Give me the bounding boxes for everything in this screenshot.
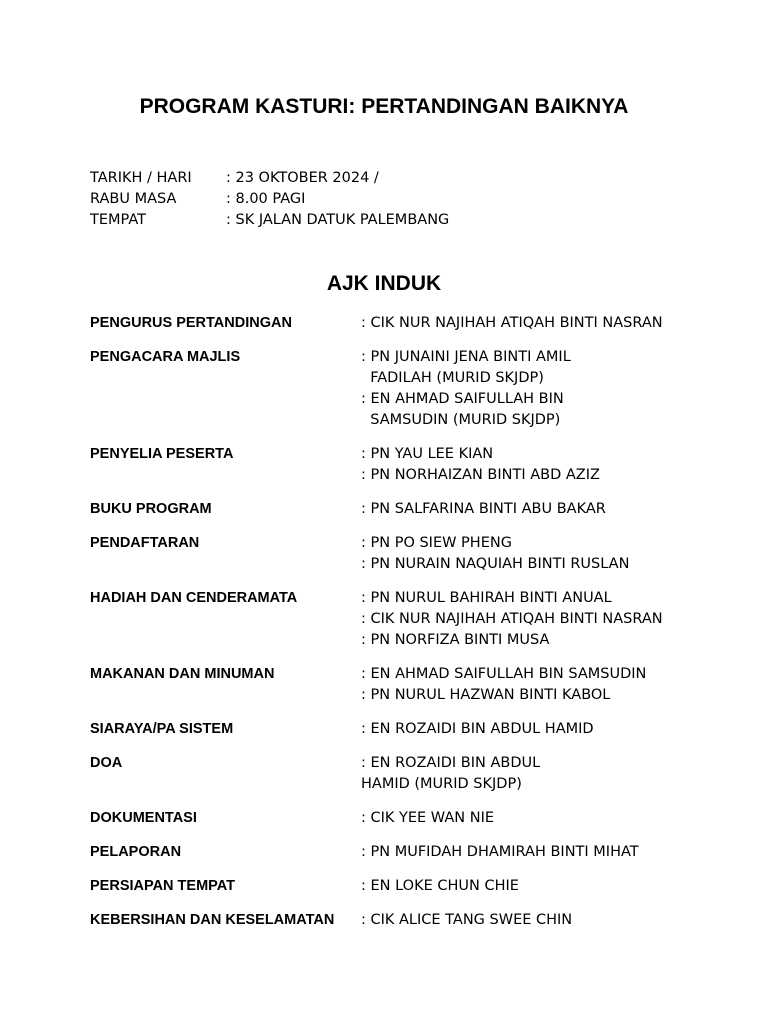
committee-role: PENYELIA PESERTA: [90, 446, 234, 462]
committee-member: : PN NURAIN NAQUIAH BINTI RUSLAN: [361, 556, 630, 572]
committee-member: SAMSUDIN (MURID SKJDP): [361, 412, 561, 428]
committee-row: [90, 444, 710, 486]
committee-members: [361, 719, 710, 740]
committee-role: KEBERSIHAN DAN KESELAMATAN: [90, 912, 335, 928]
section-title: AJK INDUK: [326, 272, 442, 295]
committee-role: PERSIAPAN TEMPAT: [90, 878, 236, 894]
committee-row: [90, 347, 710, 431]
committee-members: [361, 499, 710, 520]
committee-member: HAMID (MURID SKJDP): [361, 776, 522, 792]
committee-row: [90, 876, 710, 897]
committee-role: MAKANAN DAN MINUMAN: [90, 666, 275, 682]
committee-role: DOA: [90, 755, 123, 771]
committee-member: FADILAH (MURID SKJDP): [361, 370, 544, 386]
info-label: TARIKH / HARI: [90, 170, 192, 186]
info-value: : SK JALAN DATUK PALEMBANG: [226, 211, 450, 228]
document-title: PROGRAM KASTURI: PERTANDINGAN BAIKNYA: [139, 95, 629, 118]
committee-member: : PN MUFIDAH DHAMIRAH BINTI MIHAT: [361, 844, 639, 860]
info-label: TEMPAT: [90, 211, 146, 228]
committee-row: [90, 910, 710, 931]
committee-members: [361, 808, 710, 829]
committee-member: : EN AHMAD SAIFULLAH BIN: [361, 391, 564, 407]
committee-member: : PN NORFIZA BINTI MUSA: [361, 632, 550, 648]
committee-member: : CIK ALICE TANG SWEE CHIN: [361, 912, 573, 928]
info-value: : 8.00 PAGI: [226, 190, 306, 207]
committee-role: PENGURUS PERTANDINGAN: [90, 315, 292, 331]
committee-row: [90, 588, 710, 651]
committee-members: [361, 876, 710, 897]
committee-member: : PN YAU LEE KIAN: [361, 446, 494, 462]
committee-role: DOKUMENTASI: [90, 810, 197, 826]
committee-row: [90, 842, 710, 863]
committee-role: BUKU PROGRAM: [90, 501, 212, 517]
committee-role: PELAPORAN: [90, 844, 182, 860]
committee-members: [361, 664, 710, 706]
committee-list: [90, 313, 710, 944]
committee-row: [90, 499, 710, 520]
committee-member: : PN NURUL BAHIRAH BINTI ANUAL: [361, 590, 612, 606]
committee-member: : EN ROZAIDI BIN ABDUL: [361, 755, 541, 771]
committee-member: : EN LOKE CHUN CHIE: [361, 878, 519, 894]
committee-member: : PN NURUL HAZWAN BINTI KABOL: [361, 687, 611, 703]
committee-member: : CIK NUR NAJIHAH ATIQAH BINTI NASRAN: [361, 611, 663, 627]
info-label: RABU MASA: [90, 190, 177, 207]
committee-members: [361, 842, 710, 863]
committee-members: [361, 444, 710, 486]
committee-member: : CIK YEE WAN NIE: [361, 810, 495, 826]
committee-members: [361, 753, 710, 795]
committee-members: [361, 910, 710, 931]
info-value: : 23 OKTOBER 2024 /: [226, 170, 379, 186]
committee-members: [361, 533, 710, 575]
committee-member: : PN PO SIEW PHENG: [361, 535, 512, 551]
committee-member: : EN AHMAD SAIFULLAH BIN SAMSUDIN: [361, 666, 647, 682]
committee-row: [90, 313, 710, 334]
committee-row: [90, 719, 710, 740]
committee-member: : PN JUNAINI JENA BINTI AMIL: [361, 349, 571, 365]
committee-role: HADIAH DAN CENDERAMATA: [90, 590, 298, 606]
committee-members: [361, 313, 710, 334]
committee-row: [90, 753, 710, 795]
committee-role: PENGACARA MAJLIS: [90, 349, 241, 365]
committee-members: [361, 588, 710, 651]
committee-member: : PN NORHAIZAN BINTI ABD AZIZ: [361, 467, 600, 483]
committee-row: [90, 533, 710, 575]
committee-row: [90, 664, 710, 706]
committee-role: PENDAFTARAN: [90, 535, 200, 551]
committee-member: : CIK NUR NAJIHAH ATIQAH BINTI NASRAN: [361, 315, 663, 331]
committee-member: : PN SALFARINA BINTI ABU BAKAR: [361, 501, 606, 517]
committee-member: : EN ROZAIDI BIN ABDUL HAMID: [361, 721, 594, 737]
committee-row: [90, 808, 710, 829]
committee-role: SIARAYA/PA SISTEM: [90, 721, 234, 737]
committee-members: [361, 347, 710, 431]
